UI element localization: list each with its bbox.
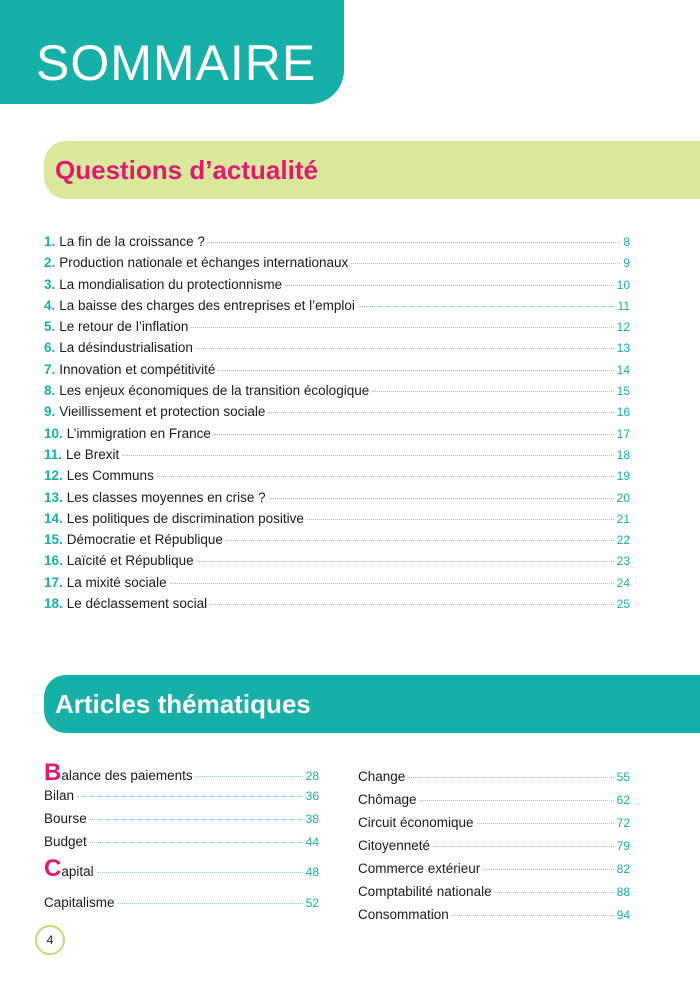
toc-number: 17.: [44, 574, 63, 590]
toc-number: 18.: [44, 596, 63, 612]
toc-item[interactable]: [44, 593, 630, 614]
toc-text: La désindustrialisation: [59, 340, 193, 356]
article-page: 79: [616, 839, 630, 853]
toc-text: La mixité sociale: [66, 574, 167, 590]
leader-dots: [157, 476, 614, 477]
article-text: Change: [358, 769, 406, 784]
article-page: 36: [305, 789, 319, 803]
leader-dots: [197, 561, 614, 562]
leader-dots: [307, 519, 614, 520]
article-text: alance des paiements: [61, 768, 193, 783]
section-title-questions: Questions d’actualité: [55, 155, 318, 185]
toc-text: Les enjeux économiques de la transition écologique: [59, 383, 370, 399]
articles-list-right: [358, 765, 630, 926]
article-item[interactable]: [358, 765, 630, 788]
toc-item[interactable]: [44, 508, 630, 529]
toc-item[interactable]: [44, 359, 630, 380]
article-page: 48: [305, 865, 319, 879]
toc-item[interactable]: [44, 550, 630, 571]
leader-dots: [208, 242, 620, 243]
toc-list-questions: [44, 231, 630, 614]
toc-item[interactable]: [44, 295, 630, 316]
toc-page: 17: [616, 426, 630, 441]
toc-text: Le Brexit: [66, 446, 120, 462]
toc-page: 11: [617, 298, 630, 313]
toc-text: Laïcité et République: [66, 553, 194, 569]
article-item[interactable]: [358, 880, 630, 903]
toc-page: 14: [616, 362, 630, 377]
article-item[interactable]: [358, 857, 630, 880]
toc-number: 9.: [44, 404, 56, 420]
toc-text: La mondialisation du protectionnisme: [59, 276, 283, 292]
toc-text: Les politiques de discrimination positive: [66, 510, 304, 526]
toc-page: 25: [616, 597, 630, 612]
article-page: 94: [616, 908, 630, 922]
leader-dots: [408, 777, 613, 778]
toc-page: 22: [616, 533, 630, 548]
toc-page: 16: [616, 405, 630, 420]
toc-number: 15.: [44, 532, 63, 548]
leader-dots: [210, 604, 614, 605]
toc-item[interactable]: [44, 529, 630, 550]
article-page: 44: [305, 835, 319, 849]
leader-dots: [358, 306, 615, 307]
leader-dots: [196, 776, 303, 777]
toc-number: 11.: [44, 446, 63, 462]
toc-item[interactable]: [44, 231, 630, 252]
leader-dots: [269, 498, 614, 499]
article-page: 62: [616, 793, 630, 807]
toc-text: Les classes moyennes en crise ?: [66, 489, 266, 505]
letter-initial: B: [44, 759, 62, 786]
leader-dots: [218, 370, 613, 371]
toc-text: L’immigration en France: [66, 425, 211, 441]
toc-page: 18: [616, 447, 630, 462]
toc-text: Vieillissement et protection sociale: [59, 404, 266, 420]
toc-text: La fin de la croissance ?: [59, 234, 205, 249]
toc-number: 4.: [44, 297, 56, 313]
leader-dots: [77, 796, 303, 797]
leader-dots: [97, 872, 303, 873]
article-item[interactable]: [358, 788, 630, 811]
leader-dots: [433, 846, 614, 847]
article-item[interactable]: [44, 807, 319, 830]
leader-dots: [351, 263, 620, 264]
leader-dots: [122, 455, 613, 456]
article-page: 38: [305, 812, 319, 826]
leader-dots: [191, 327, 613, 328]
article-item[interactable]: [44, 891, 319, 914]
toc-page: 24: [616, 575, 630, 590]
article-text: Citoyenneté: [358, 838, 431, 853]
article-page: 28: [305, 769, 319, 783]
leader-dots: [477, 823, 614, 824]
toc-page: 23: [616, 554, 630, 569]
article-item[interactable]: [358, 834, 630, 857]
article-page: 82: [616, 862, 630, 876]
toc-item[interactable]: [44, 572, 630, 593]
toc-page: 12: [616, 320, 630, 335]
toc-number: 5.: [44, 319, 56, 335]
article-page: 72: [616, 816, 630, 830]
toc-item[interactable]: [44, 380, 630, 401]
article-item[interactable]: [44, 784, 319, 807]
article-text: Circuit économique: [358, 815, 474, 830]
article-item[interactable]: [44, 853, 319, 891]
toc-number: 6.: [44, 340, 56, 356]
toc-text: La baisse des charges des entreprises et l’emploi: [59, 297, 355, 313]
leader-dots: [268, 412, 613, 413]
toc-item[interactable]: [44, 274, 630, 295]
article-text: Consommation: [358, 907, 449, 922]
section-banner-questions: [44, 141, 700, 199]
article-text: Bilan: [44, 788, 75, 803]
toc-item[interactable]: [44, 465, 630, 486]
article-item[interactable]: [358, 811, 630, 834]
toc-number: 12.: [44, 468, 63, 484]
leader-dots: [214, 434, 614, 435]
leader-dots: [420, 800, 614, 801]
toc-page: 15: [616, 384, 630, 399]
leader-dots: [196, 348, 614, 349]
toc-item[interactable]: [44, 487, 630, 508]
toc-text: Les Communs: [66, 468, 154, 484]
toc-item[interactable]: [44, 444, 630, 465]
toc-number: 16.: [44, 553, 63, 569]
article-page: 52: [305, 896, 319, 910]
toc-page: 10: [616, 277, 630, 292]
toc-number: 14.: [44, 510, 63, 526]
toc-text: Le déclassement social: [66, 596, 208, 612]
leader-dots: [226, 540, 614, 541]
toc-number: 10.: [44, 425, 63, 441]
toc-page: 8: [623, 235, 630, 249]
leader-dots: [170, 583, 614, 584]
toc-page: 19: [616, 469, 630, 484]
leader-dots: [118, 903, 303, 904]
leader-dots: [495, 892, 614, 893]
toc-number: 3.: [44, 276, 56, 292]
leader-dots: [483, 869, 613, 870]
section-banner-articles: [44, 675, 700, 733]
article-item[interactable]: [44, 830, 319, 853]
article-text: Budget: [44, 834, 87, 849]
title-tab: [0, 0, 344, 104]
article-text: Bourse: [44, 811, 87, 826]
toc-page: 13: [616, 341, 630, 356]
article-page: 88: [616, 885, 630, 899]
toc-text: Le retour de l’inflation: [59, 319, 189, 335]
toc-item[interactable]: [44, 337, 630, 358]
article-item[interactable]: [44, 761, 319, 784]
article-page: 55: [616, 770, 630, 784]
toc-number: 8.: [44, 383, 56, 399]
toc-text: Production nationale et échanges internationaux: [59, 255, 349, 271]
article-text: Capitalisme: [44, 895, 115, 910]
toc-number: 1.: [44, 234, 56, 249]
toc-text: Innovation et compétitivité: [59, 361, 216, 377]
article-text: Commerce extérieur: [358, 861, 481, 876]
toc-page: 20: [616, 490, 630, 505]
article-text: Chômage: [358, 792, 417, 807]
page-number: 4: [35, 925, 65, 955]
toc-number: 7.: [44, 361, 56, 377]
toc-number: 13.: [44, 489, 63, 505]
leader-dots: [90, 842, 303, 843]
toc-item[interactable]: [44, 423, 630, 444]
articles-list-left: [44, 761, 319, 914]
letter-initial: C: [44, 855, 62, 882]
page-title: SOMMAIRE: [36, 35, 317, 91]
toc-number: 2.: [44, 255, 56, 271]
leader-dots: [285, 285, 613, 286]
toc-item[interactable]: [44, 316, 630, 337]
leader-dots: [90, 819, 303, 820]
toc-text: Démocratie et République: [66, 532, 223, 548]
section-title-articles: Articles thématiques: [55, 689, 311, 719]
leader-dots: [372, 391, 613, 392]
article-item[interactable]: [358, 903, 630, 926]
leader-dots: [452, 915, 614, 916]
article-text: Comptabilité nationale: [358, 884, 492, 899]
toc-item[interactable]: [44, 401, 630, 422]
article-text: apital: [61, 864, 94, 879]
toc-item[interactable]: [44, 252, 630, 273]
toc-page: 9: [623, 256, 630, 271]
toc-page: 21: [616, 511, 630, 526]
